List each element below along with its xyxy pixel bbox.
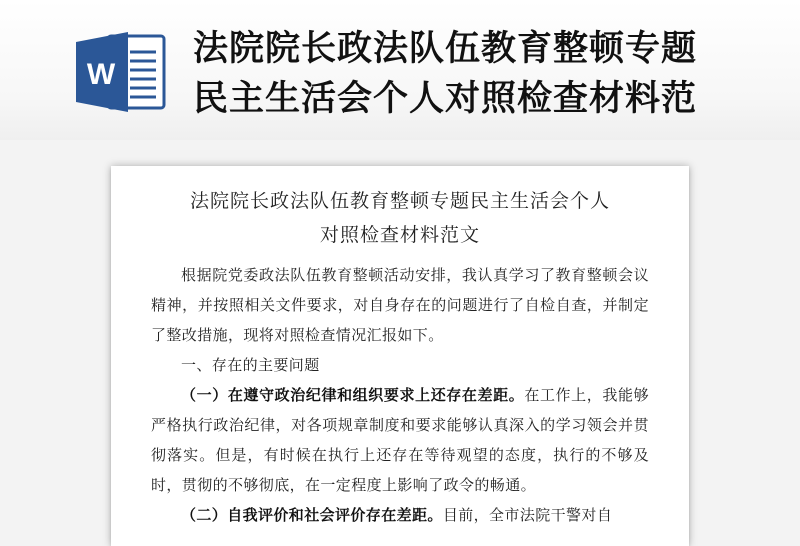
document-title-line-2: 对照检查材料范文: [319, 224, 480, 246]
word-document-icon: [70, 30, 170, 114]
banner-title: [193, 24, 793, 124]
section-heading: 一、存在的主要问题: [181, 356, 320, 374]
point-1-text: 在工作上，我能够严格执行政治纪律，对各项规章制度和要求能够认真深入的学习领会并贯彻落实。但是，有时候在执行上还存在等待观望的态度，执行的不够及时，贯彻的不够彻底，在一定程度上影响了政令的畅通。: [151, 386, 649, 494]
point-1-heading: （一）在遵守政治纪律和组织要求上还存在差距。: [181, 386, 525, 404]
document-title: [111, 184, 689, 252]
point-1-paragraph: [151, 380, 649, 500]
banner-title-line-2: 民主生活会个人对照检查材料范: [193, 79, 698, 119]
point-2-heading: （二）自我评价和社会评价存在差距。: [181, 506, 443, 524]
document-page: [111, 166, 689, 546]
word-icon-letter: W: [86, 58, 116, 91]
document-body: [111, 252, 689, 530]
intro-paragraph: 根据院党委政法队伍教育整顿活动安排，我认真学习了教育整顿会议精神，并按照相关文件要求，对自身存在的问题进行了自检自查，并制定了整改措施，现将对照检查情况汇报如下。: [151, 266, 649, 344]
document-title-line-1: 法院院长政法队伍教育整顿专题民主生活会个人: [189, 190, 610, 212]
header-banner: [0, 0, 800, 140]
banner-title-line-1: 法院院长政法队伍教育整顿专题: [193, 29, 698, 69]
point-2-text: 目前，全市法院干警对自: [442, 506, 613, 524]
